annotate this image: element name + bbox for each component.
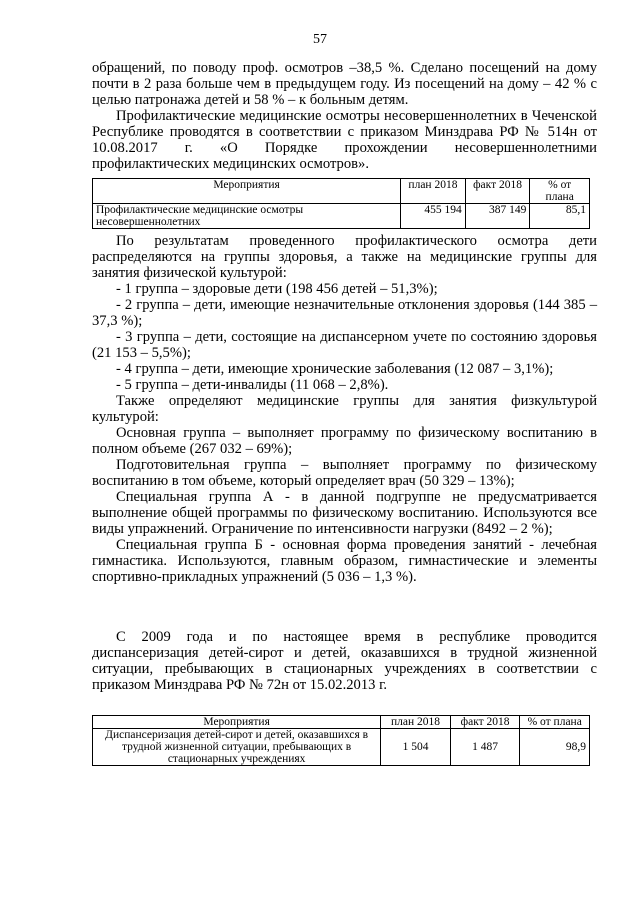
paragraph: С 2009 года и по настоящее время в республике проводится диспансеризация детей-сирот и детей, оказавшихся в трудной жизненной ситуации, пребывающих в стационарных учреждениях в соответствии с приказом Минздрава РФ № 72н от 15.02.2013 г. bbox=[92, 629, 597, 693]
table-cell: 85,1 bbox=[530, 204, 590, 229]
table-cell: Профилактические медицинские осмотры несовершеннолетних bbox=[93, 204, 401, 229]
table-preventive-exams bbox=[92, 178, 590, 229]
table-header-cell: Мероприятия bbox=[93, 179, 401, 204]
list-item: - 3 группа – дети, состоящие на диспансерном учете по состоянию здоровья (21 153 – 5,5%); bbox=[92, 329, 597, 361]
list-item: - 1 группа – здоровые дети (198 456 детей – 51,3%); bbox=[116, 281, 438, 297]
table-header-cell: % от плана bbox=[520, 716, 590, 729]
paragraph: Основная группа – выполняет программу по физическому воспитанию в полном объеме (267 032 – 69%); bbox=[92, 425, 597, 457]
list-item: - 2 группа – дети, имеющие незначительные отклонения здоровья (144 385 – 37,3 %); bbox=[92, 297, 597, 329]
table-cell: 1 504 bbox=[381, 729, 451, 766]
paragraph: обращений, по поводу проф. осмотров –38,5 %. Сделано посещений на дому почти в 2 раза больше чем в предыдущем году. Из посещений на дому – 42 % с целью патронажа детей и 58 % – к больным детям. bbox=[92, 60, 597, 108]
table-header-cell: Мероприятия bbox=[93, 716, 381, 729]
paragraph: Специальная группа А - в данной подгруппе не предусматривается выполнение общей программы по физическому воспитанию. Используются все виды упражнений. Ограничение по интенсивности нагрузки (8492 – 2 %); bbox=[92, 489, 597, 537]
table-cell: 1 487 bbox=[450, 729, 520, 766]
table-header-cell: факт 2018 bbox=[450, 716, 520, 729]
table-cell: 387 149 bbox=[465, 204, 530, 229]
table-header-cell: план 2018 bbox=[381, 716, 451, 729]
paragraph: Также определяют медицинские группы для занятия физкультурой культурой: bbox=[92, 393, 597, 425]
table-row bbox=[93, 729, 590, 766]
list-item: - 5 группа – дети-инвалиды (11 068 – 2,8%). bbox=[116, 377, 389, 393]
table-header-row bbox=[93, 179, 590, 204]
table-dispensary bbox=[92, 715, 590, 766]
table-header-row bbox=[93, 716, 590, 729]
document-body bbox=[92, 60, 597, 766]
paragraph: Специальная группа Б - основная форма проведения занятий - лечебная гимнастика. Используются, главным образом, гимнастические и элементы спортивно-прикладных упражнений (5 036 – 1,3 %). bbox=[92, 537, 597, 585]
spacer bbox=[92, 585, 597, 629]
paragraph: Подготовительная группа – выполняет программу по физическому воспитанию в том объеме, который определяет врач (50 329 – 13%); bbox=[92, 457, 597, 489]
table-cell: Диспансеризация детей-сирот и детей, оказавшихся в трудной жизненной ситуации, пребывающих в стационарных учреждениях bbox=[93, 729, 381, 766]
table-header-cell: % от плана bbox=[530, 179, 590, 204]
table-header-cell: факт 2018 bbox=[465, 179, 530, 204]
list-item: - 4 группа – дети, имеющие хронические заболевания (12 087 – 3,1%); bbox=[116, 361, 554, 377]
table-row bbox=[93, 204, 590, 229]
table-header-cell: план 2018 bbox=[401, 179, 466, 204]
paragraph: Профилактические медицинские осмотры несовершеннолетних в Чеченской Республике проводятся в соответствии с приказом Минздрава РФ № 514н от 10.08.2017 г. «О Порядке прохождении несовершеннолетними профилактических медицинских осмотров». bbox=[92, 108, 597, 172]
paragraph: По результатам проведенного профилактического осмотра дети распределяются на группы здоровья, а также на медицинские группы для занятия физической культурой: bbox=[92, 233, 597, 281]
table-cell: 455 194 bbox=[401, 204, 466, 229]
page-number: 57 bbox=[313, 32, 327, 47]
table-cell: 98,9 bbox=[520, 729, 590, 766]
